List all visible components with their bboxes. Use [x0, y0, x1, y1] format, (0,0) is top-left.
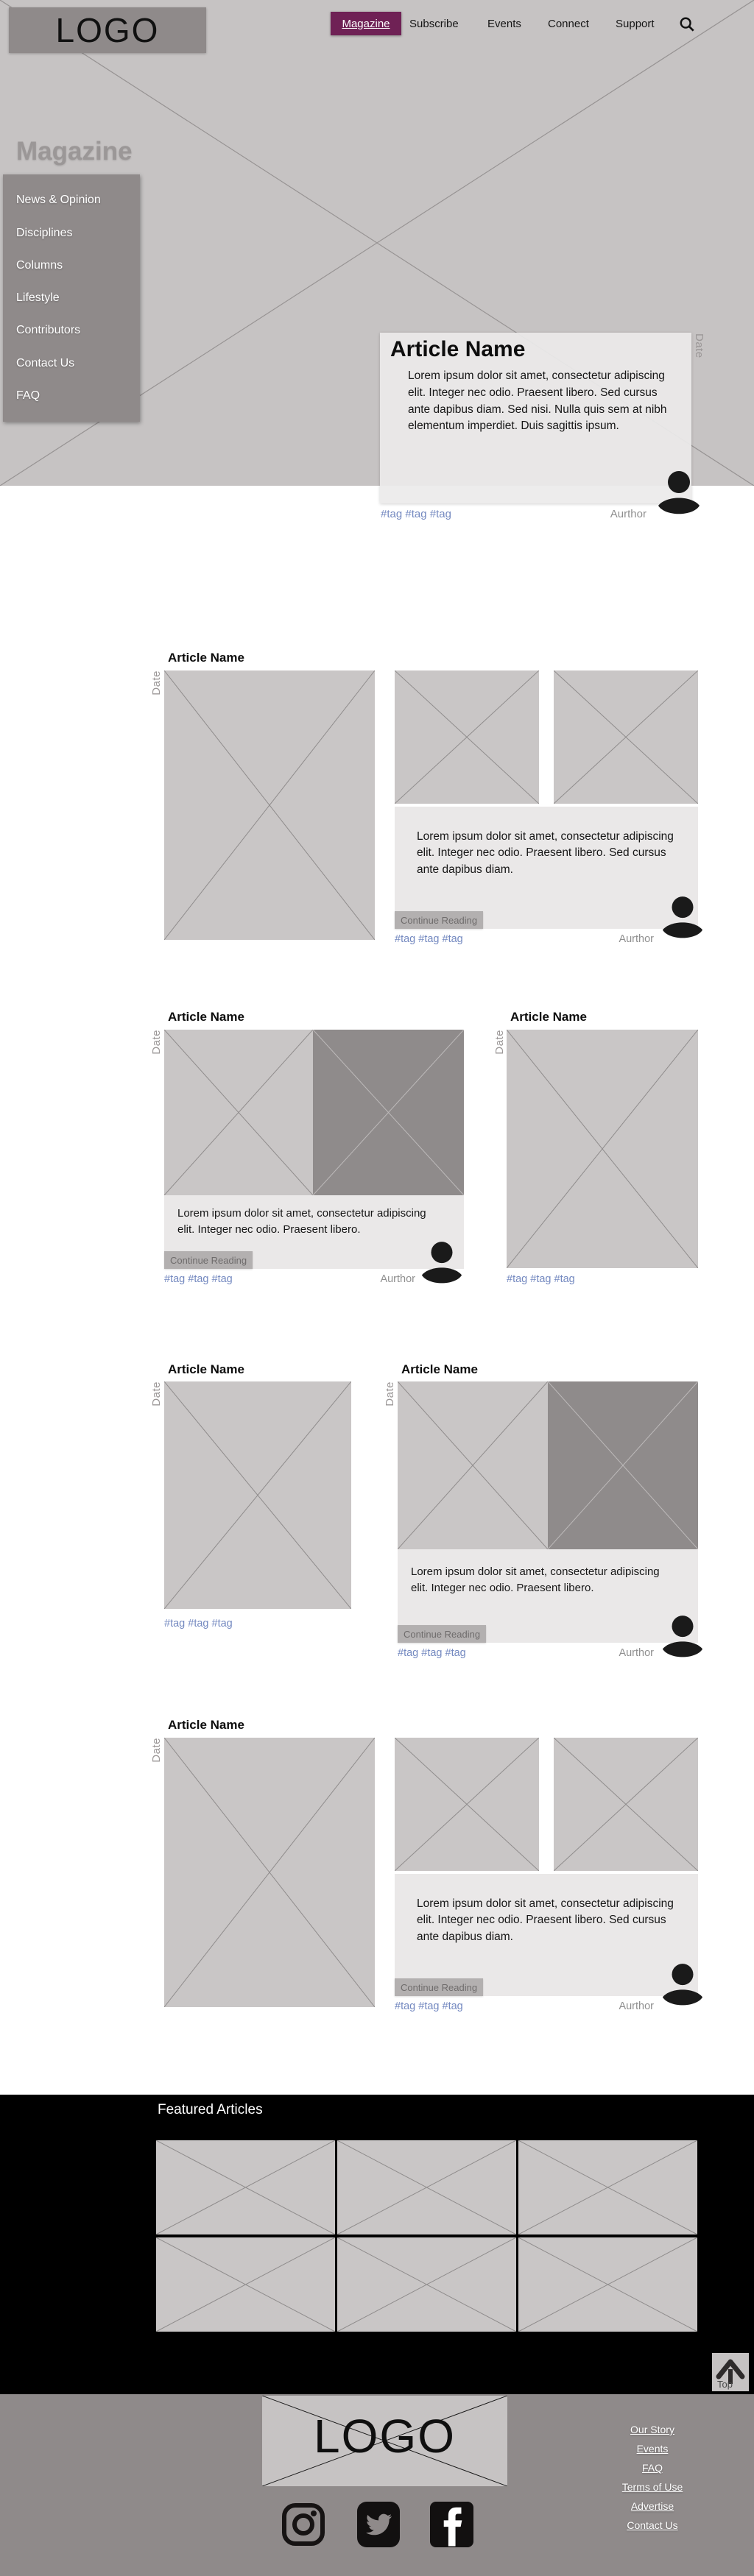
sidebar-item-columns[interactable]: Columns [16, 258, 63, 272]
footer-logo-text: LOGO [314, 2410, 456, 2463]
footer [0, 2394, 754, 2576]
footer-link-faq[interactable]: FAQ [641, 2462, 663, 2474]
featured-articles-title: Featured Articles [158, 2102, 263, 2117]
author-avatar-icon [661, 896, 704, 944]
article-excerpt: Lorem ipsum dolor sit amet, consectetur adipiscing elit. Integer nec odio. Praesent libero. [177, 1207, 426, 1236]
author-avatar-icon [657, 470, 701, 521]
article-excerpt: Lorem ipsum dolor sit amet, consectetur adipiscing elit. Integer nec odio. Praesent libero. Sed cursus ante dapibus diam. [417, 1897, 674, 1943]
nav-item-support[interactable] [616, 12, 655, 35]
footer-links [586, 2424, 719, 2538]
nav-item-magazine[interactable] [331, 12, 401, 35]
author-label: Aurthor [619, 2000, 654, 2012]
article-title: Article Name [390, 337, 526, 361]
article-date: Date [693, 333, 705, 358]
author-avatar-icon [420, 1242, 463, 1289]
author-label: Aurthor [610, 508, 646, 520]
continue-reading-button[interactable]: Continue Reading [395, 911, 483, 929]
nav-label: Support [616, 17, 655, 30]
featured-article-thumbnail[interactable] [337, 2140, 516, 2234]
footer-link-terms-of-use[interactable]: Terms of Use [621, 2481, 683, 2493]
sidebar-item-contact-us[interactable]: Contact Us [16, 356, 75, 369]
article-title: Article Name [168, 651, 244, 665]
footer-link-events[interactable]: Events [636, 2443, 669, 2455]
header-logo-text: LOGO [55, 11, 160, 49]
sidebar-item-lifestyle[interactable]: Lifestyle [16, 291, 60, 304]
article-title: Article Name [510, 1010, 587, 1024]
featured-article-thumbnail[interactable] [518, 2237, 697, 2332]
sidebar-item-news-opinion[interactable]: News & Opinion [16, 194, 101, 207]
article-tags[interactable]: #tag #tag #tag [164, 1618, 233, 1630]
back-to-top-button[interactable] [712, 2353, 749, 2391]
article-image[interactable] [554, 1738, 698, 1871]
article-title: Article Name [168, 1718, 244, 1732]
footer-link-contact-us[interactable]: Contact Us [627, 2519, 678, 2531]
nav-item-connect[interactable] [548, 12, 589, 35]
featured-article-thumbnail[interactable] [156, 2237, 335, 2332]
featured-article-thumbnail[interactable] [156, 2140, 335, 2234]
featured-article-thumbnail[interactable] [337, 2237, 516, 2332]
nav-item-events[interactable] [487, 12, 521, 35]
article-tags[interactable]: #tag #tag #tag [395, 933, 463, 945]
article-image[interactable] [548, 1381, 698, 1549]
author-label: Aurthor [380, 1273, 415, 1285]
article-image[interactable] [164, 1381, 351, 1609]
page-title: Magazine [16, 137, 133, 166]
footer-logo [262, 2396, 507, 2486]
featured-articles-section [0, 2095, 754, 2394]
nav-label: Connect [548, 17, 589, 30]
header-logo[interactable] [9, 7, 206, 53]
footer-link-our-story[interactable]: Our Story [630, 2424, 674, 2435]
article-date: Date [150, 1738, 163, 1763]
article-tags[interactable]: #tag #tag #tag [398, 1647, 466, 1659]
nav-item-subscribe[interactable] [409, 12, 459, 35]
article-excerpt: Lorem ipsum dolor sit amet, consectetur adipiscing elit. Integer nec odio. Praesent libero. Sed cursus ante dapibus diam. [417, 830, 674, 876]
article-tags[interactable]: #tag #tag #tag [164, 1273, 233, 1285]
article-image[interactable] [395, 1738, 539, 1871]
nav-label: Events [487, 17, 521, 30]
twitter-icon[interactable] [357, 2502, 400, 2549]
article-tags[interactable]: #tag #tag #tag [381, 508, 451, 520]
author-avatar-icon [661, 1964, 704, 2011]
article-tags[interactable]: #tag #tag #tag [507, 1273, 575, 1285]
continue-reading-button[interactable]: Continue Reading [164, 1251, 253, 1269]
article-image[interactable] [554, 670, 698, 804]
sidebar-item-disciplines[interactable]: Disciplines [16, 226, 73, 239]
article-image[interactable] [164, 1738, 375, 2007]
back-to-top-label: Top [717, 2379, 733, 2390]
sidebar-item-faq[interactable]: FAQ [16, 389, 40, 402]
sidebar-menu [3, 174, 140, 422]
article-date: Date [384, 1381, 396, 1406]
article-image[interactable] [164, 1030, 313, 1195]
nav-label: Magazine [342, 17, 390, 30]
article-image[interactable] [507, 1030, 698, 1268]
hero-article-card[interactable] [380, 333, 691, 503]
facebook-icon[interactable] [430, 2502, 473, 2549]
article-date: Date [150, 1381, 163, 1406]
article-date: Date [493, 1030, 506, 1055]
article-image[interactable] [395, 670, 539, 804]
search-icon[interactable] [679, 16, 695, 32]
article-image[interactable] [398, 1381, 548, 1549]
sidebar-item-contributors[interactable]: Contributors [16, 324, 81, 337]
instagram-icon[interactable] [280, 2501, 327, 2548]
continue-reading-button[interactable]: Continue Reading [398, 1625, 486, 1643]
article-title: Article Name [168, 1362, 244, 1376]
article-image[interactable] [313, 1030, 464, 1195]
article-date: Date [150, 670, 163, 696]
article-date: Date [150, 1030, 163, 1055]
footer-link-advertise[interactable]: Advertise [630, 2500, 674, 2512]
featured-article-thumbnail[interactable] [518, 2140, 697, 2234]
article-excerpt: Lorem ipsum dolor sit amet, consectetur adipiscing elit. Integer nec odio. Praesent libero. [411, 1565, 660, 1594]
article-image[interactable] [164, 670, 375, 940]
article-tags[interactable]: #tag #tag #tag [395, 2000, 463, 2012]
nav-label: Subscribe [409, 17, 459, 30]
article-title: Article Name [168, 1010, 244, 1024]
author-label: Aurthor [619, 1647, 654, 1659]
author-avatar-icon [661, 1616, 704, 1663]
author-label: Aurthor [619, 933, 654, 945]
article-title: Article Name [401, 1362, 478, 1376]
article-excerpt: Lorem ipsum dolor sit amet, consectetur adipiscing elit. Integer nec odio. Praesent libero. Sed cursus ante dapibus diam. Sed nisi. Nulla quis sem at nibh elementum imperdiet. Duis sagittis ipsum. [408, 369, 667, 433]
continue-reading-button[interactable]: Continue Reading [395, 1978, 483, 1996]
